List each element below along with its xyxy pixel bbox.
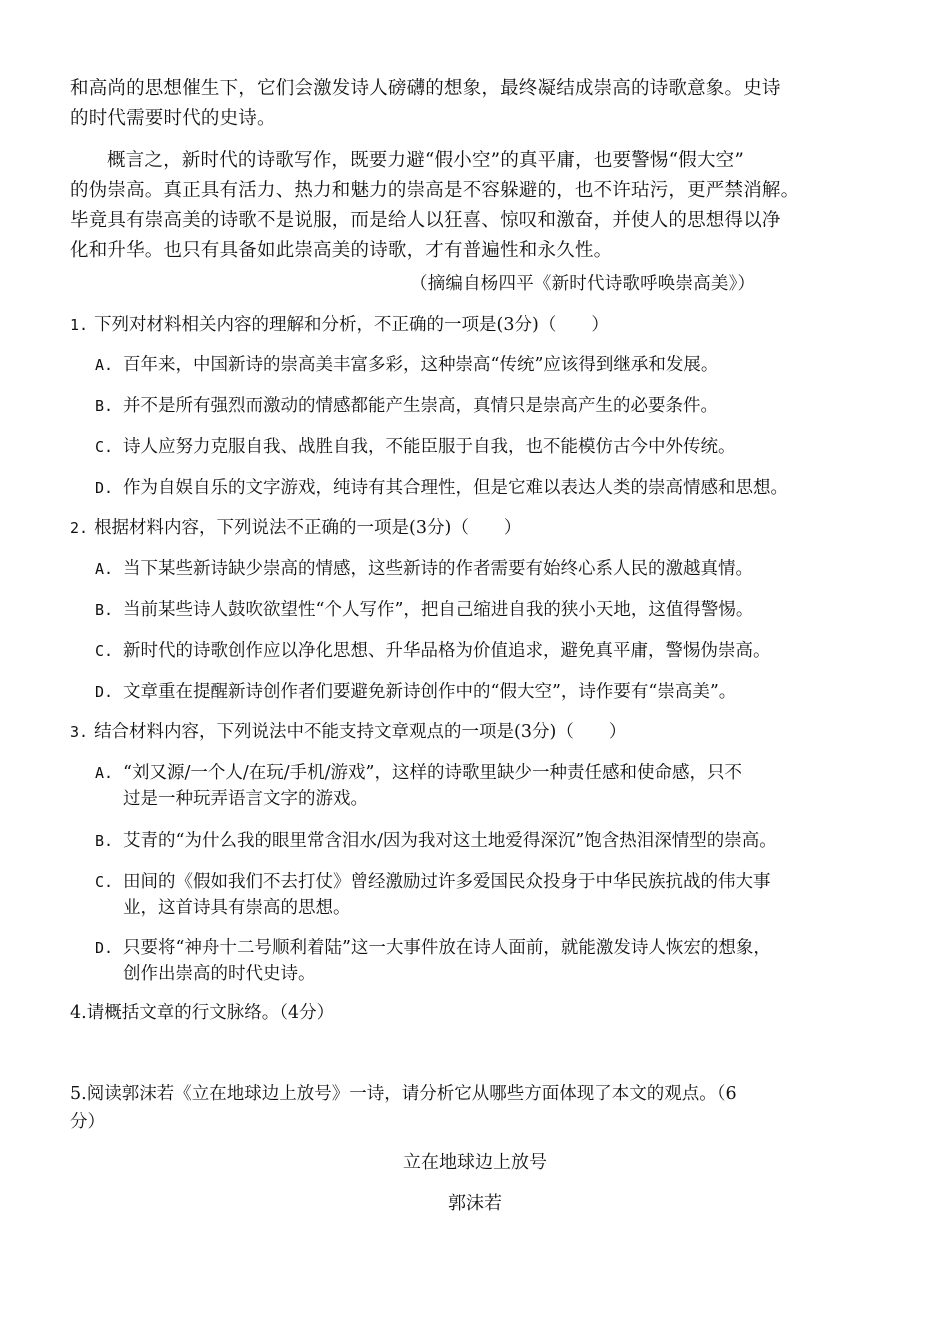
question-number: 1. xyxy=(70,316,89,334)
q3-option-d: D. 只要将“神舟十二号顺利着陆”这一大事件放在诗人面前，就能激发诗人恢宏的想象， xyxy=(95,938,771,958)
source-citation: （摘编自杨四平《新时代诗歌呼唤崇高美》） xyxy=(410,274,756,294)
passage-line: 化和升华。也只有具备如此崇高美的诗歌，才有普遍性和永久性。 xyxy=(70,240,613,261)
q3-option-c-cont: 业，这首诗具有崇高的思想。 xyxy=(123,898,351,918)
q3-option-a-cont: 过是一种玩弄语言文字的游戏。 xyxy=(123,789,368,809)
question-1 xyxy=(70,312,609,338)
question-5: 5.阅读郭沫若《立在地球边上放号》一诗，请分析它从哪些方面体现了本文的观点。（6 xyxy=(70,1084,737,1104)
q2-option-c: C. 新时代的诗歌创作应以净化思想、升华品格为价值追求，避免真平庸，警惕伪崇高。 xyxy=(95,641,771,661)
poem-author: 郭沫若 xyxy=(448,1193,502,1214)
q3-option-c: C. 田间的《假如我们不去打仗》曾经激励过许多爱国民众投身于中华民族抗战的伟大事 xyxy=(95,872,771,892)
question-number: 2. xyxy=(70,519,89,537)
q2-option-b: B. 当前某些诗人鼓吹欲望性“个人写作”，把自己缩进自我的狭小天地，这值得警惕。 xyxy=(95,600,754,620)
q1-option-c: C. 诗人应努力克服自我、战胜自我，不能臣服于自我，也不能模仿古今中外传统。 xyxy=(95,437,736,457)
q2-option-d: D. 文章重在提醒新诗创作者们要避免新诗创作中的“假大空”，诗作要有“崇高美”。 xyxy=(95,682,737,702)
poem-title: 立在地球边上放号 xyxy=(403,1152,547,1173)
q3-option-a: A. “刘又源/一个人/在玩/手机/游戏”，这样的诗歌里缺少一种责任感和使命感，只不 xyxy=(95,763,742,783)
passage-line: 的伪崇高。真正具有活力、热力和魅力的崇高是不容躲避的，也不许玷污，更严禁消解。 xyxy=(70,180,800,201)
question-2 xyxy=(70,515,521,541)
q2-option-a: A. 当下某些新诗缺少崇高的情感，这些新诗的作者需要有始终心系人民的激越真情。 xyxy=(95,559,753,579)
question-4: 4.请概括文章的行文脉络。（4分） xyxy=(70,1003,335,1023)
question-5-cont: 分） xyxy=(70,1112,105,1132)
question-number: 3. xyxy=(70,723,89,741)
q1-option-d: D. 作为自娱自乐的文字游戏，纯诗有其合理性，但是它难以表达人类的崇高情感和思想。 xyxy=(95,478,788,498)
passage-line: 概言之，新时代的诗歌写作，既要力避“假小空”的真平庸，也要警惕“假大空” xyxy=(107,150,745,171)
question-3 xyxy=(70,719,626,745)
passage-line: 的时代需要时代的史诗。 xyxy=(70,108,276,129)
question-stem: 下列对材料相关内容的理解和分析，不正确的一项是(3分)（ ） xyxy=(94,315,609,335)
question-stem: 结合材料内容，下列说法中不能支持文章观点的一项是(3分)（ ） xyxy=(94,722,627,742)
passage-line: 毕竟具有崇高美的诗歌不是说服，而是给人以狂喜、惊叹和激奋，并使人的思想得以净 xyxy=(70,210,781,231)
question-stem: 根据材料内容，下列说法不正确的一项是(3分)（ ） xyxy=(94,518,522,538)
passage-line: 和高尚的思想催生下，它们会激发诗人磅礴的想象，最终凝结成崇高的诗歌意象。史诗 xyxy=(70,78,781,99)
q3-option-d-cont: 创作出崇高的时代史诗。 xyxy=(123,964,316,984)
q3-option-b: B. 艾青的“为什么我的眼里常含泪水/因为我对这土地爱得深沉”饱含热泪深情型的崇高。 xyxy=(95,831,777,851)
q1-option-a: A. 百年来，中国新诗的崇高美丰富多彩，这种崇高“传统”应该得到继承和发展。 xyxy=(95,355,719,375)
q1-option-b: B. 并不是所有强烈而激动的情感都能产生崇高，真情只是崇高产生的必要条件。 xyxy=(95,396,718,416)
